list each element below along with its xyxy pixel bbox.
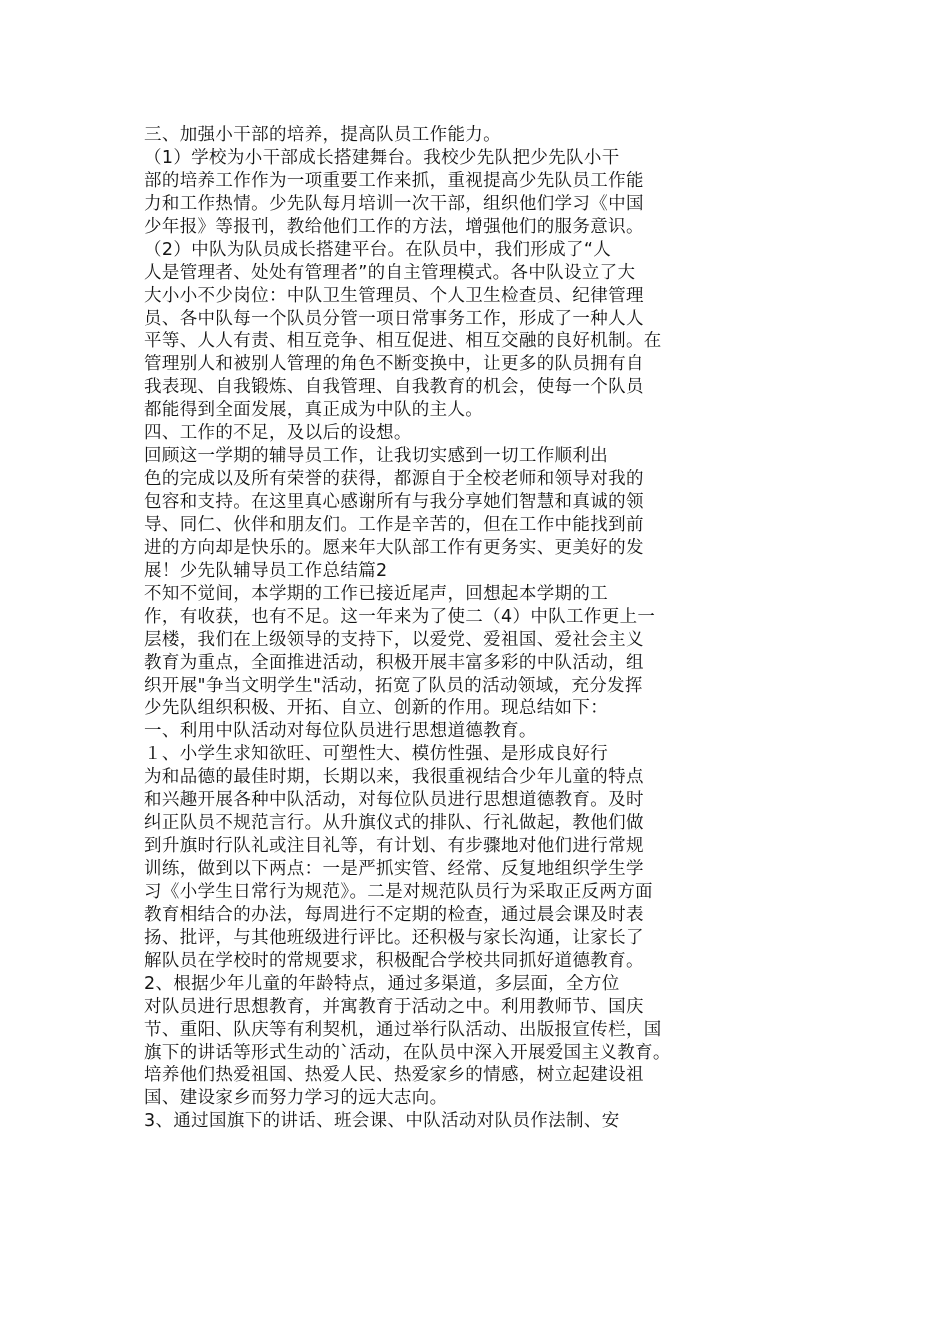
text-line: 扬、批评，与其他班级进行评比。还积极与家长沟通，让家长了	[144, 927, 644, 948]
text-line: 旗下的讲话等形式生动的`活动，在队员中深入开展爱国主义教育。	[144, 1042, 671, 1063]
document-body	[144, 124, 714, 1133]
text-line: 四、工作的不足，及以后的设想。	[144, 423, 412, 444]
text-line: 作，有收获，也有不足。这一年来为了使二（4）中队工作更上一	[144, 606, 656, 627]
text-line: 到升旗时行队礼或注目礼等，有计划、有步骤地对他们进行常规	[144, 836, 644, 857]
text-line: 为和品德的最佳时期，长期以来，我很重视结合少年儿童的特点	[144, 767, 644, 788]
text-line: 节、重阳、队庆等有利契机，通过举行队活动、出版报宣传栏，国	[144, 1019, 662, 1040]
text-line: 都能得到全面发展，真正成为中队的主人。	[144, 400, 484, 421]
text-line: （1）学校为小干部成长搭建舞台。我校少先队把少先队小干	[144, 147, 620, 168]
text-line: 包容和支持。在这里真心感谢所有与我分享她们智慧和真诚的领	[144, 492, 644, 512]
text-line: 平等、人人有责、相互竞争、相互促进、相互交融的良好机制。在	[144, 331, 662, 352]
text-line: 国、建设家乡而努力学习的远大志向。	[144, 1088, 448, 1109]
text-line: 回顾这一学期的辅导员工作，让我切实感到一切工作顺利出	[144, 446, 609, 467]
text-line: 2、根据少年儿童的年龄特点，通过多渠道，多层面，全方位	[144, 973, 620, 994]
text-line: 少年报》等报刊，教给他们工作的方法，增强他们的服务意识。	[144, 216, 644, 237]
text-line: 培养他们热爱祖国、热爱人民、热爱家乡的情感，树立起建设祖	[144, 1065, 644, 1086]
text-line: 不知不觉间，本学期的工作已接近尾声，回想起本学期的工	[144, 583, 609, 604]
text-line: 解队员在学校时的常规要求，积极配合学校共同抓好道德教育。	[144, 950, 644, 971]
text-line: 进的方向却是快乐的。愿来年大队部工作有更务实、更美好的发	[144, 537, 644, 558]
text-line: 教育为重点，全面推进活动，积极开展丰富多彩的中队活动，组	[144, 652, 644, 673]
text-line: 教育相结合的办法，每周进行不定期的检查，通过晨会课及时表	[144, 904, 644, 925]
text-line: 纠正队员不规范言行。从升旗仪式的排队、行礼做起，教他们做	[144, 813, 644, 834]
text-line: 织开展"争当文明学生"活动，拓宽了队员的活动领域，充分发挥	[144, 675, 643, 696]
text-line: 我表现、自我锻炼、自我管理、自我教育的机会，使每一个队员	[144, 377, 644, 398]
text-line: 习《小学生日常行为规范》。二是对规范队员行为采取正反两方面	[144, 881, 653, 902]
text-line: 力和工作热情。少先队每月培训一次干部，组织他们学习《中国	[144, 193, 644, 214]
text-line: １、小学生求知欲旺、可塑性大、模仿性强、是形成良好行	[144, 744, 609, 765]
text-line: 导、同仁、伙伴和朋友们。工作是辛苦的，但在工作中能找到前	[144, 514, 644, 535]
text-line: 色的完成以及所有荣誉的获得，都源自于全校老师和领导对我的	[144, 469, 644, 490]
text-line: 员、各中队每一个队员分管一项日常事务工作，形成了一种人人	[144, 308, 644, 329]
text-line: 三、加强小干部的培养，提高队员工作能力。	[144, 125, 501, 145]
text-line: 对队员进行思想教育，并寓教育于活动之中。利用教师节、国庆	[144, 996, 644, 1017]
text-line: 管理别人和被别人管理的角色不断变换中，让更多的队员拥有自	[144, 354, 644, 375]
text-line: 展！少先队辅导员工作总结篇2	[144, 560, 388, 581]
text-line: 和兴趣开展各种中队活动，对每位队员进行思想道德教育。及时	[144, 790, 644, 811]
text-line: 大小小不少岗位：中队卫生管理员、个人卫生检查员、纪律管理	[144, 285, 644, 306]
text-line: 训练，做到以下两点：一是严抓实管、经常、反复地组织学生学	[144, 859, 644, 879]
text-line: 3、通过国旗下的讲话、班会课、中队活动对队员作法制、安	[144, 1111, 620, 1132]
text-line: 部的培养工作作为一项重要工作来抓，重视提高少先队员工作能	[144, 170, 644, 191]
text-line: 人是管理者、处处有管理者”的自主管理模式。各中队设立了大	[144, 262, 636, 283]
text-line: 一、利用中队活动对每位队员进行思想道德教育。	[144, 721, 537, 742]
text-line: （2）中队为队员成长搭建平台。在队员中，我们形成了“人	[144, 239, 612, 260]
text-line: 层楼，我们在上级领导的支持下，以爱党、爱祖国、爱社会主义	[144, 629, 644, 650]
text-line: 少先队组织积极、开拓、自立、创新的作用。现总结如下：	[144, 698, 609, 719]
